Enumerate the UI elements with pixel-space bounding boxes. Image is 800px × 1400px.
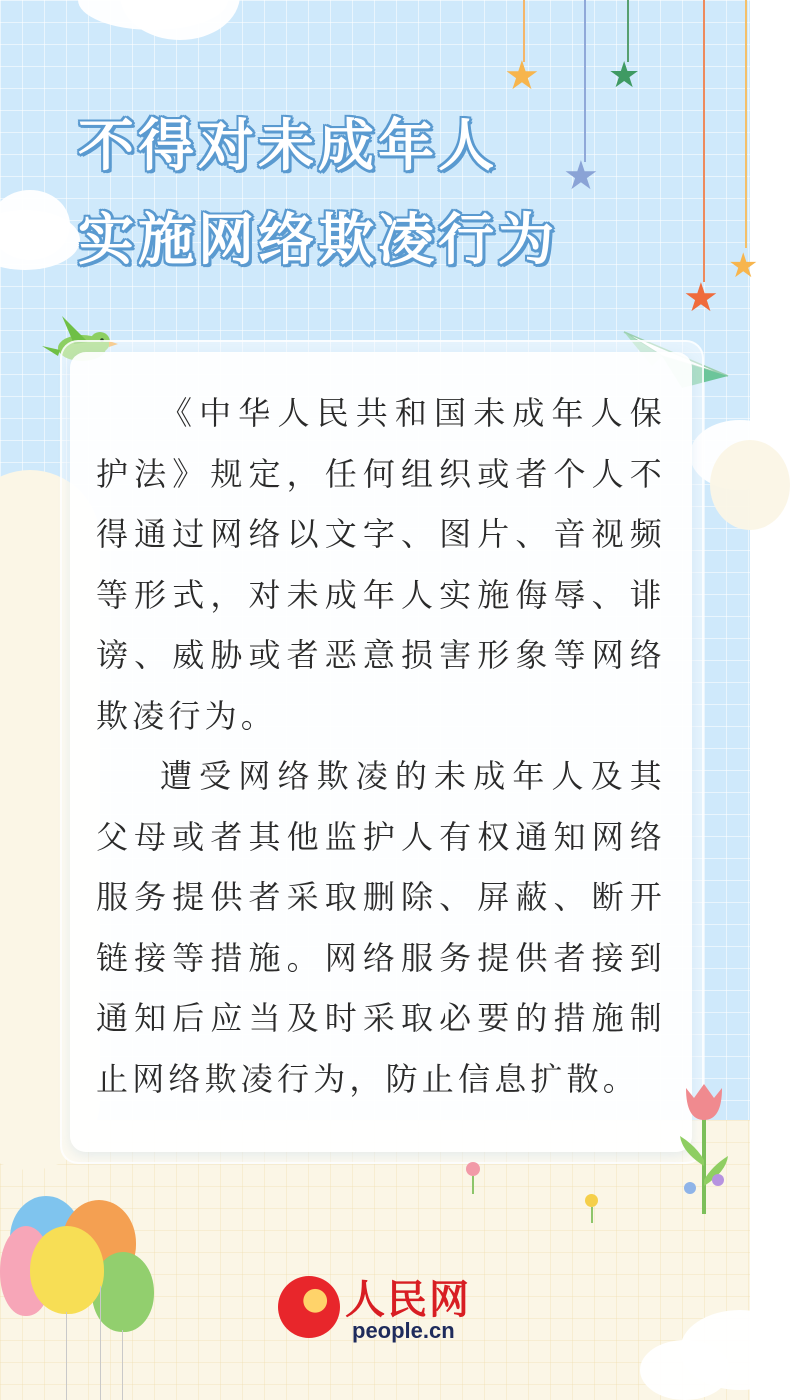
star-icon: ★: [608, 55, 641, 96]
title-line-1: 不得对未成年人: [78, 114, 498, 179]
article-paragraph-1: 《中华人民共和国未成年人保护法》规定，任何组织或者个人不得通过网络以文字、图片、音视频等形式，对未成年人实施侮辱、诽谤、威胁或者恶意损害形象等网络欺凌行为。: [96, 394, 666, 735]
logo-name: 人民网: [345, 1276, 471, 1323]
star-icon: ★: [563, 153, 599, 199]
flower-icon: [684, 1182, 696, 1194]
tulip-icon: [674, 1076, 734, 1216]
flower-icon: [466, 1162, 480, 1176]
star-icon: ★: [728, 246, 759, 286]
flower-stem: [472, 1176, 474, 1194]
flower-icon: [712, 1174, 724, 1186]
title-line-2: 实施网络欺凌行为: [78, 208, 558, 273]
flower-stem: [591, 1207, 593, 1223]
article-paragraph-2: 遭受网络欺凌的未成年人及其父母或者其他监护人有权通知网络服务提供者采取删除、屏蔽、断开链接等措施。网络服务提供者接到通知后应当及时采取必要的措施制止网络欺凌行为，防止信息扩散。: [96, 757, 666, 1098]
star-icon: ★: [504, 53, 540, 99]
star-icon: ★: [683, 275, 719, 321]
star-string: [703, 0, 705, 282]
article-body: [96, 383, 666, 1109]
star-string: [745, 0, 747, 248]
logo-mark-icon: [278, 1276, 340, 1338]
star-string: [627, 0, 629, 62]
logo-url: people.cn: [352, 1318, 455, 1343]
star-string: [584, 0, 586, 162]
flower-icon: [585, 1194, 598, 1207]
